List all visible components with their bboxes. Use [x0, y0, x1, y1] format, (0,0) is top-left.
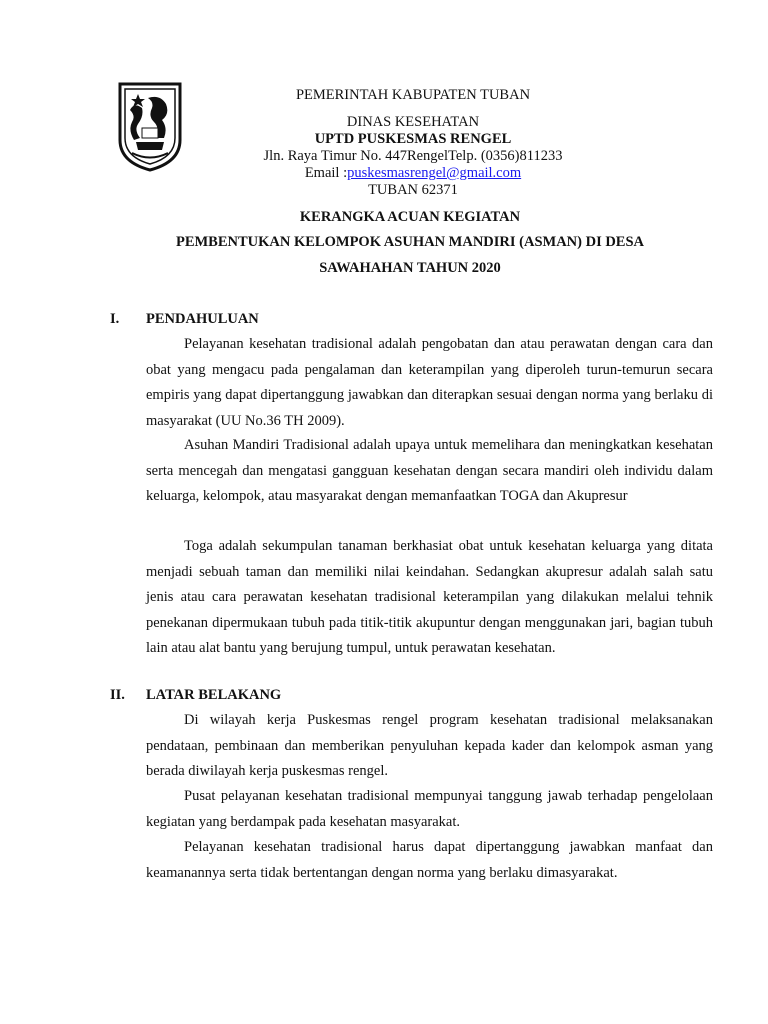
email-link[interactable]: puskesmasrengel@gmail.com [347, 165, 522, 181]
letterhead-institution: UPTD PUSKESMAS RENGEL [314, 131, 512, 147]
paragraph: Toga adalah sekumpulan tanaman berkhasiat obat untuk kesehatan keluarga yang ditata menjadi sebuah taman dan memiliki nilai keindahan. Sedangkan akupresur adalah salah satu jenis atau cara perawatan kesehatan tradisional keterampilan yang dilakukan melalui tehnik penekanan dipermukaan tubuh pada titik-titik akupuntur dengan menggunakan jari, bagian tubuh lain atau alat bantu yang berujung tumpul, untuk perawatan kesehatan. [146, 538, 713, 656]
document-subtitle-line1: PEMBENTUKAN KELOMPOK ASUHAN MANDIRI (ASMAN) DI DESA [175, 234, 645, 250]
letterhead-government: PEMERINTAH KABUPATEN TUBAN [295, 87, 531, 103]
paragraph: Pelayanan kesehatan tradisional adalah pengobatan dan atau perawatan dengan cara dan obat yang mengacu pada pengalaman dan keterampilan yang diperoleh turun-temurun secara empiris yang dapat dipertanggung jawabkan dan diterapkan sesuai dengan norma yang berlaku di masyarakat (UU No.36 TH 2009). [146, 336, 713, 429]
tuban-regency-emblem-icon [114, 80, 186, 172]
section-heading-latar-belakang: LATAR BELAKANG [146, 687, 282, 703]
section-number: II. [110, 687, 125, 703]
document-subtitle-line2: SAWAHAHAN TAHUN 2020 [319, 260, 501, 276]
paragraph: Pusat pelayanan kesehatan tradisional mempunyai tanggung jawab terhadap pengelolaan kegiatan yang berdampak pada kesehatan masyarakat. [146, 788, 713, 830]
letterhead-address: Jln. Raya Timur No. 447RengelTelp. (0356)811233 [263, 148, 563, 164]
email-label: Email : [304, 165, 348, 181]
paragraph: Pelayanan kesehatan tradisional harus dapat dipertanggung jawabkan manfaat dan keamanannya serta tidak bertentangan dengan norma yang berlaku dimasyarakat. [146, 839, 713, 881]
paragraph: Di wilayah kerja Puskesmas rengel program kesehatan tradisional melaksanakan pendataan, pembinaan dan memberikan penyuluhan kepada kader dan kelompok asman yang berada diwilayah kerja puskesmas rengel. [146, 712, 713, 779]
section-heading-pendahuluan: PENDAHULUAN [146, 311, 259, 327]
document-title: KERANGKA ACUAN KEGIATAN [299, 209, 521, 225]
paragraph: Asuhan Mandiri Tradisional adalah upaya untuk memelihara dan meningkatkan kesehatan serta mencegah dan mengatasi gangguan kesehatan dengan secara mandiri oleh individu dalam keluarga, kelompok, atau masyarakat dengan memanfaatkan TOGA dan Akupresur [146, 437, 713, 504]
letterhead-city: TUBAN 62371 [368, 182, 458, 198]
letterhead-email-line [215, 165, 611, 181]
section-number: I. [110, 311, 120, 327]
letterhead-department: DINAS KESEHATAN [346, 114, 480, 130]
